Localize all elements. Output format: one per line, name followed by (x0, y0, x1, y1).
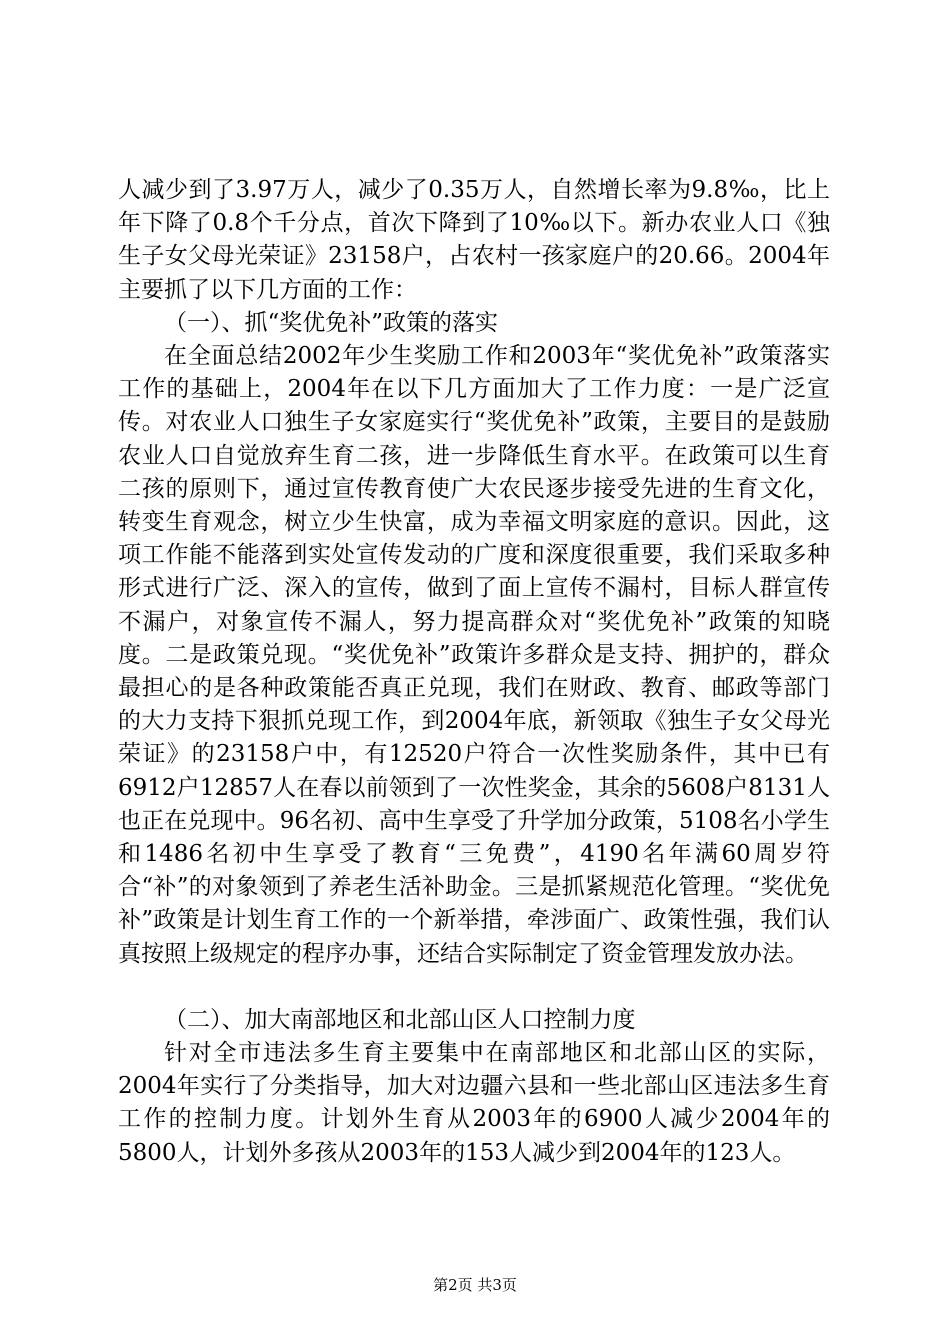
paragraph-section-1: 在全面总结2002年少生奖励工作和2003年“奖优免补”政策落实工作的基础上，2004年在以下几方面加大了工作力度：一是广泛宣传。对农业人口独生子女家庭实行“奖优免补”政策，主要目的是鼓励农业人口自觉放弃生育二孩，进一步降低生育水平。在政策可以生育二孩的原则下，通过宣传教育使广大农民逐步接受先进的生育文化，转变生育观念，树立少生快富，成为幸福文明家庭的意识。因此，这项工作能不能落到实处宣传发动的广度和深度很重要，我们采取多种形式进行广泛、深入的宣传，做到了面上宣传不漏村，目标人群宣传不漏户，对象宣传不漏人，努力提高群众对“奖优免补”政策的知晓度。二是政策兑现。“奖优免补”政策许多群众是支持、拥护的，群众最担心的是各种政策能否真正兑现，我们在财政、教育、邮政等部门的大力支持下狠抓兑现工作，到2004年底，新领取《独生子女父母光荣证》的23158户中，有12520户符合一次性奖励条件，其中已有6912户12857人在春以前领到了一次性奖金，其余的5608户8131人也正在兑现中。96名初、高中生享受了升学加分政策，5108名小学生和1486名初中生享受了教育“三免费”，4190名年满60周岁符合“补”的对象领到了养老生活补助金。三是抓紧规范化管理。“奖优免补”政策是计划生育工作的一个新举措，牵涉面广、政策性强，我们认真按照上级规定的程序办事，还结合实际制定了资金管理发放办法。 (118, 343, 830, 967)
page-footer: 第2页 共3页 (433, 1276, 517, 1294)
document-body (118, 174, 830, 1170)
paragraph-intro: 人减少到了3.97万人，减少了0.35万人，自然增长率为9.8‰，比上年下降了0.8个千分点，首次下降到了10‰以下。新办农业人口《独生子女父母光荣证》23158户，占农村一孩家庭户的20.66。2004年主要抓了以下几方面的工作： (118, 177, 830, 303)
paragraph-section-2: 针对全市违法多生育主要集中在南部地区和北部山区的实际，2004年实行了分类指导，加大对边疆六县和一些北部山区违法多生育工作的控制力度。计划外生育从2003年的6900人减少2004年的5800人，计划外多孩从2003年的153人减少到2004年的123人。 (118, 1040, 830, 1166)
section-heading-1: （一）、抓“奖优免补”政策的落实 (164, 309, 499, 336)
section-heading-2: （二）、加大南部地区和北部山区人口控制力度 (164, 1006, 636, 1033)
